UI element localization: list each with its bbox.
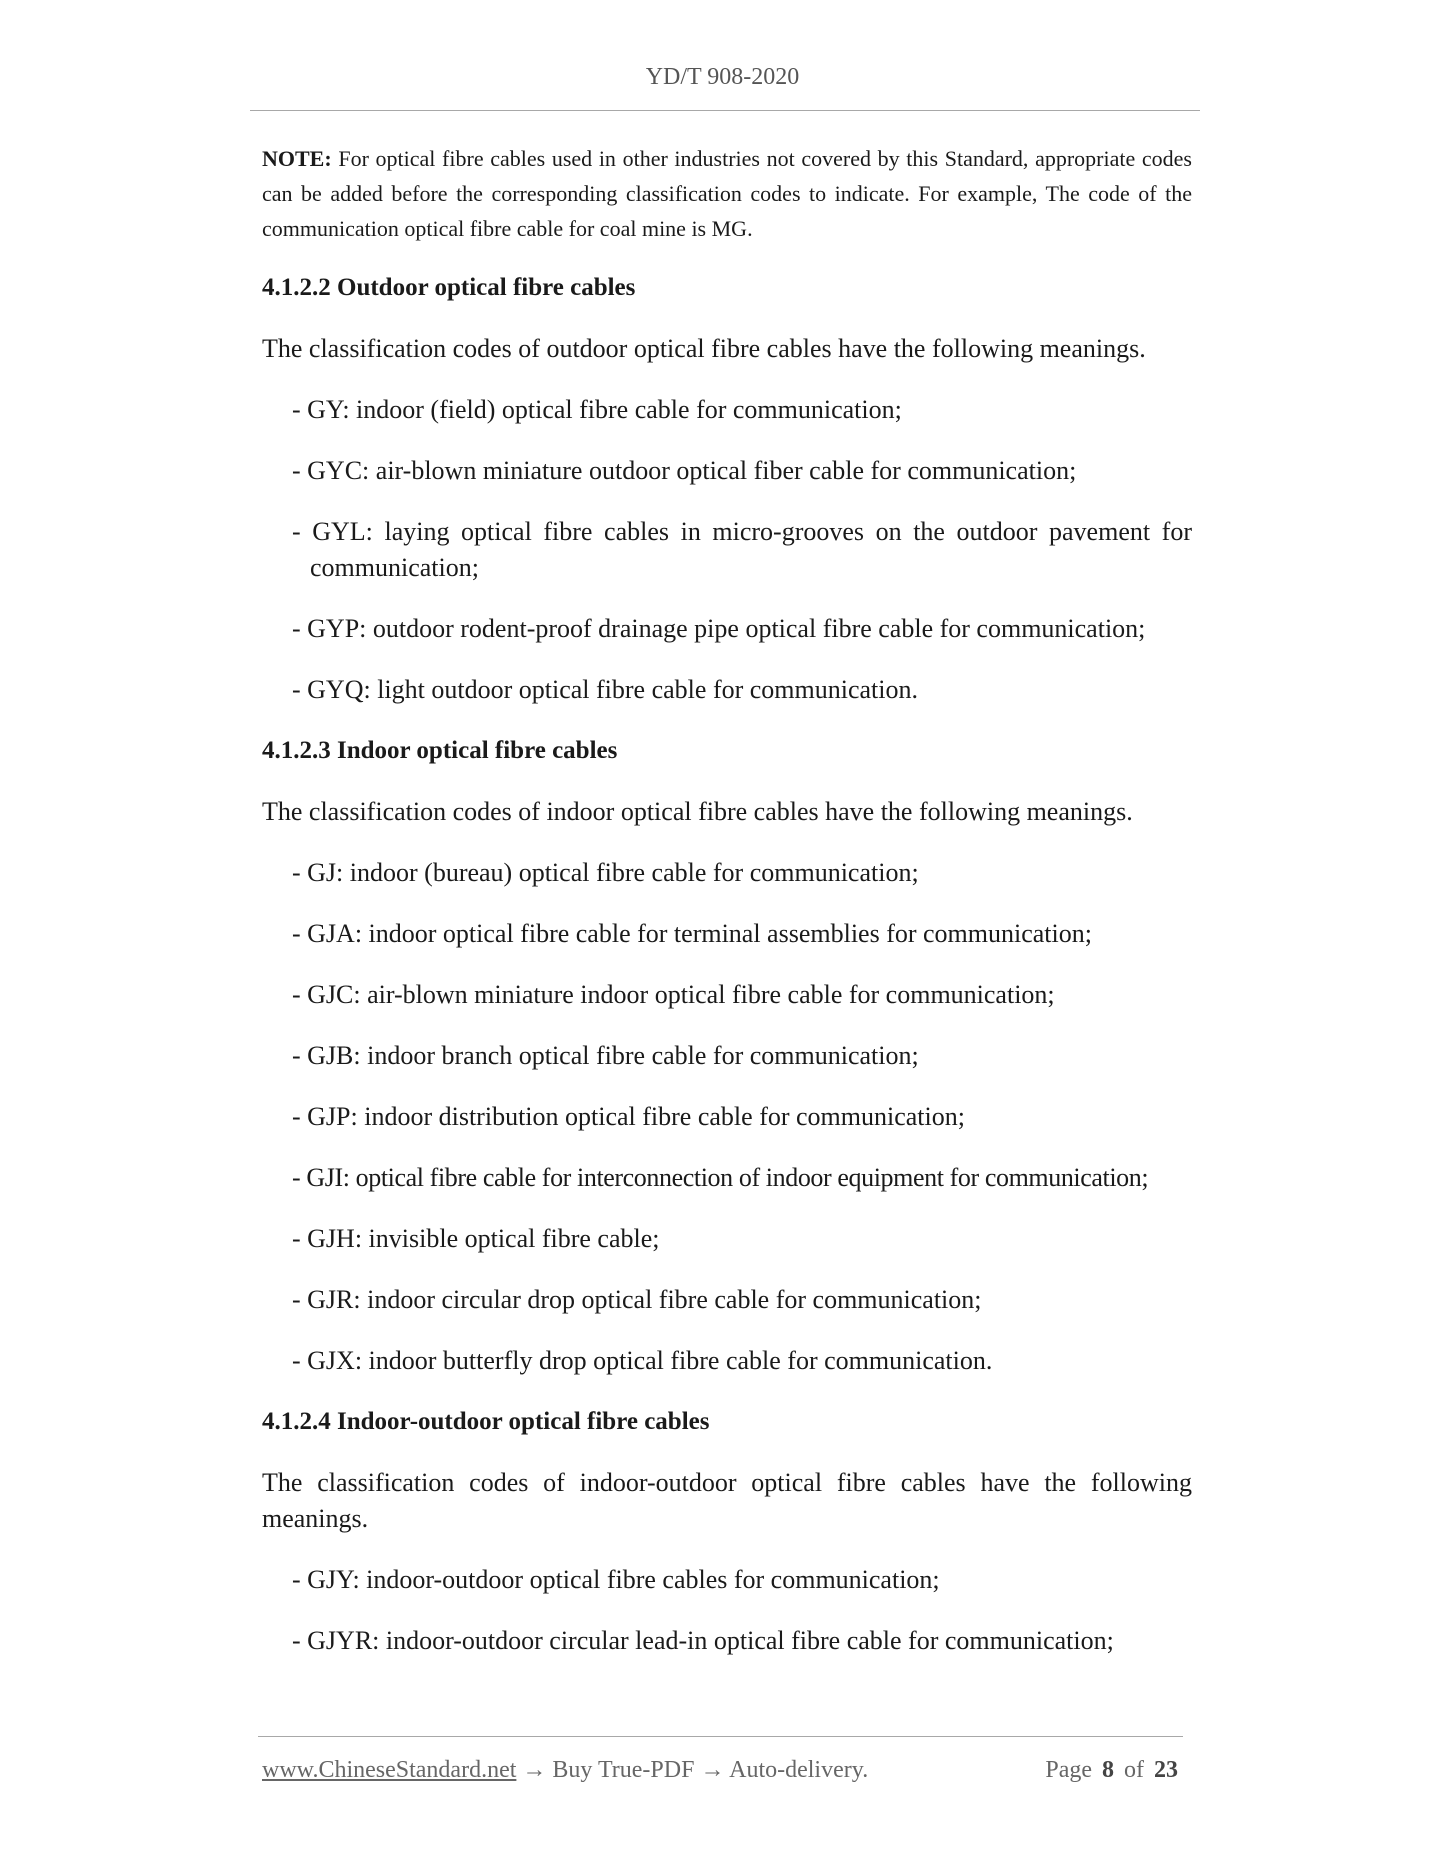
page-footer xyxy=(262,1757,1182,1784)
section-heading-indoor-outdoor: 4.1.2.4 Indoor-outdoor optical fibre cables xyxy=(262,1408,710,1435)
section-intro-indoor: The classification codes of indoor optical fibre cables have the following meanings. xyxy=(262,797,1133,826)
section-heading-outdoor: 4.1.2.2 Outdoor optical fibre cables xyxy=(262,274,636,301)
list-item: - GJP: indoor distribution optical fibre cable for communication; xyxy=(292,1102,965,1131)
current-page: 8 xyxy=(1102,1757,1114,1783)
page-label: Page xyxy=(1045,1757,1092,1783)
note-paragraph xyxy=(262,141,1192,246)
section-intro-indoor-outdoor: The classification codes of indoor-outdoor optical fibre cables have the following meanings. xyxy=(262,1468,1192,1533)
section-heading-indoor: 4.1.2.3 Indoor optical fibre cables xyxy=(262,737,618,764)
list-item: - GJI: optical fibre cable for interconnection of indoor equipment for communication; xyxy=(292,1163,1149,1192)
list-item: - GJB: indoor branch optical fibre cable for communication; xyxy=(292,1041,919,1070)
list-item: - GY: indoor (field) optical fibre cable for communication; xyxy=(292,395,902,424)
list-item: - GJC: air-blown miniature indoor optical fibre cable for communication; xyxy=(292,980,1055,1009)
list-item: - GYP: outdoor rodent-proof drainage pipe optical fibre cable for communication; xyxy=(292,614,1146,643)
list-item: - GJ: indoor (bureau) optical fibre cable for communication; xyxy=(292,858,919,887)
list-item: - GJYR: indoor-outdoor circular lead-in optical fibre cable for communication; xyxy=(292,1626,1114,1655)
list-item: - GJX: indoor butterfly drop optical fibre cable for communication. xyxy=(292,1346,993,1375)
header-divider xyxy=(250,110,1200,111)
footer-divider xyxy=(258,1736,1183,1737)
list-item: - GJY: indoor-outdoor optical fibre cables for communication; xyxy=(292,1565,940,1594)
document-id-header: YD/T 908-2020 xyxy=(645,64,800,90)
note-label: NOTE: xyxy=(262,146,332,171)
note-text: For optical fibre cables used in other industries not covered by this Standard, appropriate codes can be added before the corresponding classification codes to indicate. For example, The code of the communication optical fibre cable for coal mine is MG. xyxy=(262,146,1192,241)
list-item: - GYC: air-blown miniature outdoor optical fiber cable for communication; xyxy=(292,456,1077,485)
page-number xyxy=(1045,1757,1182,1784)
footer-promo xyxy=(262,1757,868,1784)
page-of-label: of xyxy=(1124,1757,1144,1783)
list-item: - GJA: indoor optical fibre cable for terminal assemblies for communication; xyxy=(292,919,1092,948)
page-content xyxy=(262,141,1192,1684)
list-item: - GYQ: light outdoor optical fibre cable for communication. xyxy=(292,675,918,704)
list-item: - GYL: laying optical fibre cables in micro-grooves on the outdoor pavement for communication; xyxy=(292,517,1192,582)
website-link[interactable]: www.ChineseStandard.net xyxy=(262,1757,517,1783)
list-item: - GJH: invisible optical fibre cable; xyxy=(292,1224,660,1253)
total-pages: 23 xyxy=(1154,1757,1178,1783)
footer-promo-text: → Buy True-PDF → Auto-delivery. xyxy=(516,1757,869,1783)
section-intro-outdoor: The classification codes of outdoor optical fibre cables have the following meanings. xyxy=(262,334,1146,363)
list-item: - GJR: indoor circular drop optical fibre cable for communication; xyxy=(292,1285,982,1314)
